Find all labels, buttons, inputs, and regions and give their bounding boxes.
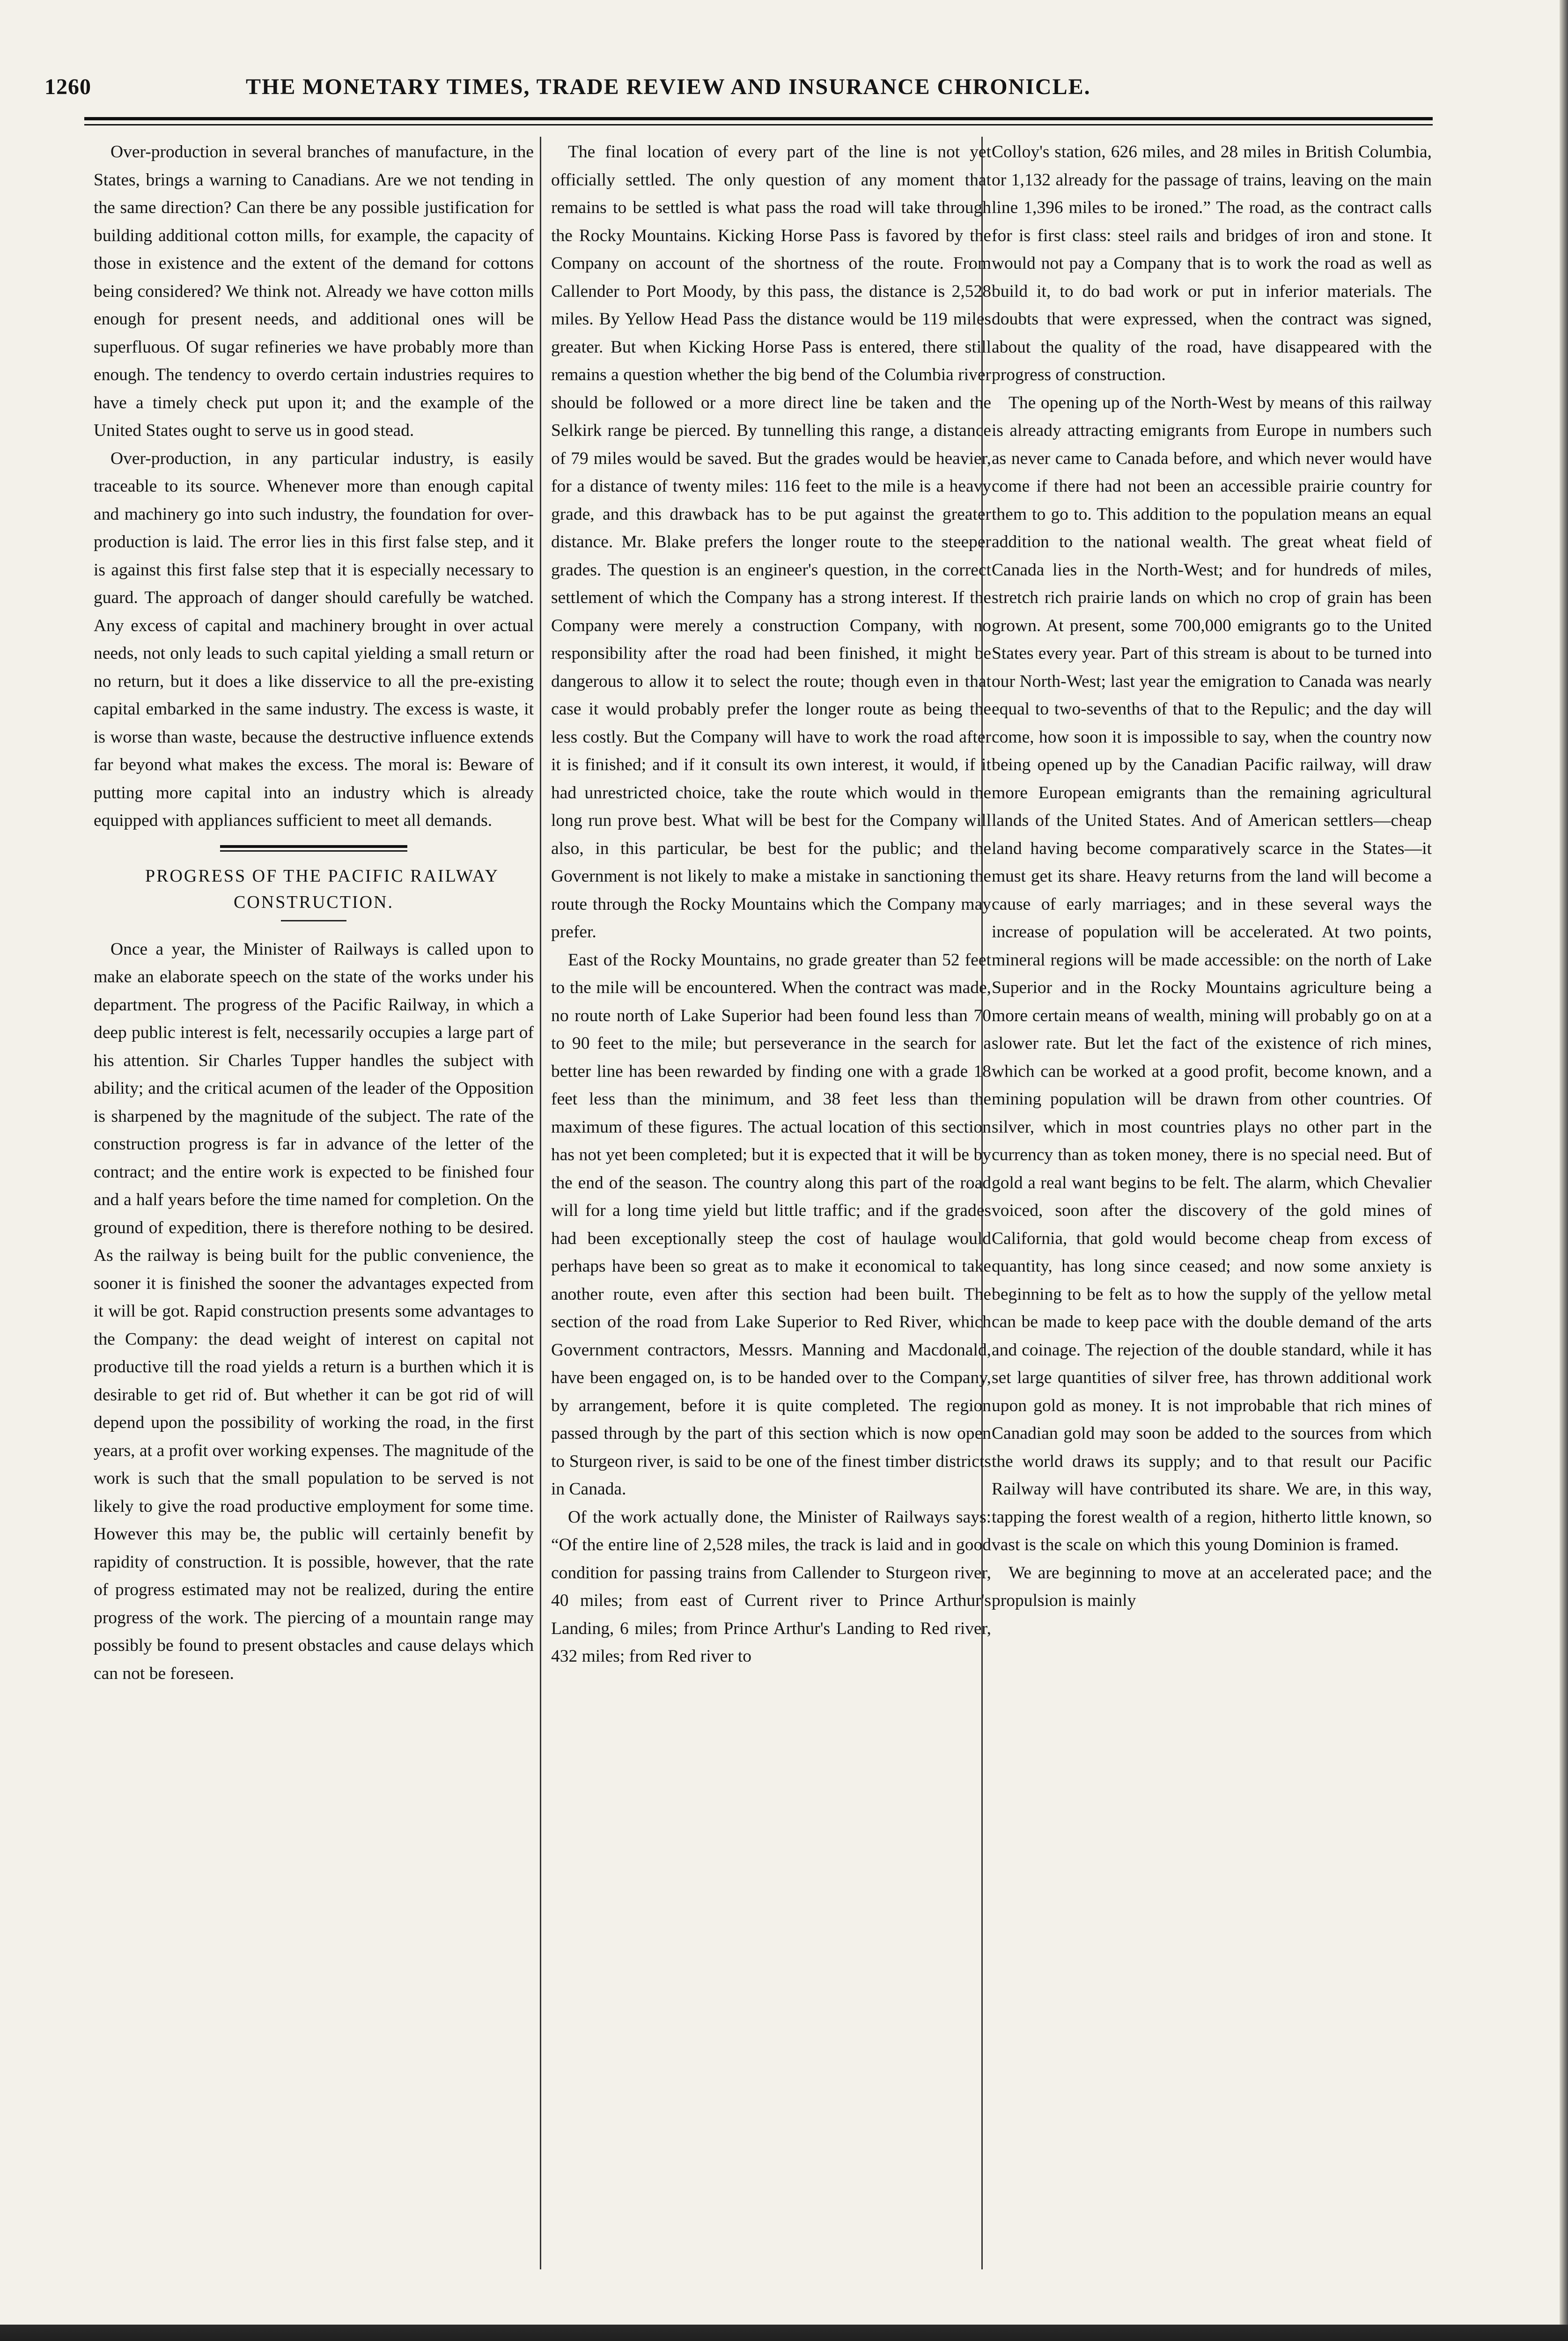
article-paragraph: Of the work actually done, the Minister of Railways says: “Of the entire line of 2,528 miles, the track is laid and in good condition for passing trains from Callender to Sturgeon river, 40 miles; from east of Current river to Prince Arthur's Landing, 6 miles; from Prince Arthur's Landing to Red river, 432 miles; from Red river to xyxy=(551,1507,991,1666)
column-3 xyxy=(992,138,1432,2292)
header-rule xyxy=(84,117,1433,125)
article-paragraph: Over-production in several branches of manufacture, in the States, brings a warning to Canadians. Are we not tending in the same direction? Can there be any possible justification for building additional cotton mills, for example, the capacity of those in existence and the extent of the demand for cottons being considered? We think not. Already we have cotton mills enough for present needs, and additional ones will be superfluous. Of sugar refineries we have probably more than enough. The tendency to overdo certain industries requires to have a timely check put upon it; and the example of the United States ought to serve us in good stead. xyxy=(94,142,534,440)
scan-bottom-band xyxy=(0,2325,1568,2341)
column-divider xyxy=(540,137,541,2269)
page-number: 1260 xyxy=(44,74,91,99)
article-paragraph: East of the Rocky Mountains, no grade greater than 52 feet to the mile will be encountered. When the contract was made, no route north of Lake Superior had been found less than 70 to 90 feet to the mile; but perseverance in the search for a better line has been rewarded by finding one with a grade 18 feet less than the minimum, and 38 feet less than the maximum of these figures. The actual location of this section has not yet been completed; but it is expected that it will be by the end of the season. The country along this part of the road will for a long time yield but little traffic; and if the grades had been exceptionally steep the cost of haulage would perhaps have been so great as to make it economical to take another route, even after this section had been built. The section of the road from Lake Superior to Red River, which Government contractors, Messrs. Manning and Macdonald, have been engaged on, is to be handed over to the Company, by arrangement, before it is quite completed. The region passed through by the part of this section which is now open to Sturgeon river, is said to be one of the finest timber districts in Canada. xyxy=(551,950,991,1499)
column-1 xyxy=(94,138,534,2292)
article-paragraph: The opening up of the North-West by means of this railway is already attracting emigrants from Europe in numbers such as never came to Canada before, and which never would have come if there had not been an accessible prairie country for them to go to. This addition to the population means an equal addition to the national wealth. The great wheat field of Canada lies in the North-West; and for hundreds of miles, stretch rich prairie lands on which no crop of grain has been grown. At present, some 700,000 emigrants go to the United States every year. Part of this stream is about to be turned into our North-West; last year the emigration to Canada was nearly equal to two-sevenths of that to the Repulic; and the day will come, how soon it is impossible to say, when the country now being opened up by the Canadian Pacific railway, will draw more European emigrants than the remaining agricultural lands of the United States. And of American settlers—cheap land having become comparatively scarce in the States—it must get its share. Heavy returns from the land will become a cause of early marriages; and in these several ways the increase of population will be accelerated. At two points, mineral regions will be made accessible: on the north of Lake Superior and in the Rocky Mountains agriculture being a more certain means of wealth, mining will probably go on at a slower rate. But let the fact of the existence of rich mines, which can be worked at a good profit, become known, and a mining population will be drawn from other countries. Of silver, which in most countries plays no other part in the currency than as token money, there is no special need. But of gold a real want begins to be felt. The alarm, which Chevalier voiced, soon after the discovery of the gold mines of California, that gold would become cheap from excess of quantity, has long since ceased; and now some anxiety is beginning to be felt as to how the supply of the yellow metal can be made to keep pace with the double demand of the arts and coinage. The rejection of the double standard, while it has set large quantities of silver free, has thrown additional work upon gold as money. It is not improbable that rich mines of Canadian gold may soon be added to the sources from which the world draws its supply; and to that result our Pacific Railway will have contributed its share. We are, in this way, tapping the forest wealth of a region, hitherto little known, so vast is the scale on which this young Dominion is framed. xyxy=(992,393,1432,1554)
article-paragraph: Colloy's station, 626 miles, and 28 miles in British Columbia, or 1,132 already for the passage of trains, leaving on the main line 1,396 miles to be ironed.” The road, as the contract calls for is first class: steel rails and bridges of iron and stone. It would not pay a Company that is to work the road as well as build it, to do bad work or put in inferior materials. The doubts that were expressed, when the contract was signed, about the quality of the road, have disappeared with the progress of construction. xyxy=(992,142,1432,384)
section-title: PROGRESS OF THE PACIFIC RAILWAY CONSTRUCTION. xyxy=(145,866,500,912)
section-divider xyxy=(220,845,407,852)
article-paragraph: Over-production, in any particular industry, is easily traceable to its source. Whenever more than enough capital and machinery go into such industry, the foundation for over-production is laid. The error lies in this first false step, and it is against this first false step that it is especially necessary to guard. The approach of danger should carefully be watched. Any excess of capital and machinery brought in over actual needs, not only leads to such capital yielding a small return or no return, but it does a like disservice to all the pre-existing capital embarked in the same industry. The excess is waste, it is worse than waste, because the destructive influence extends far beyond what makes the excess. The moral is: Beware of putting more capital into an industry which is already equipped with appliances sufficient to meet all demands. xyxy=(94,449,534,830)
column-2 xyxy=(551,138,991,2292)
article-paragraph: Once a year, the Minister of Railways is called upon to make an elaborate speech on the state of the works under his department. The progress of the Pacific Railway, in which a deep public interest is felt, necessarily occupies a large part of his attention. Sir Charles Tupper handles the subject with ability; and the critical acumen of the leader of the Opposition is sharpened by the magnitude of the subject. The rate of the construction progress is far in advance of the letter of the contract; and the entire work is expected to be finished four and a half years before the time named for completion. On the ground of expedition, there is therefore nothing to be desired. As the railway is being built for the public convenience, the sooner it is finished the sooner the advantages expected from it will be got. Rapid construction presents some advantages to the Company: the dead weight of interest on capital not productive till the road yields a return is a burthen which it is desirable to get rid of. But whether it can be got rid of will depend upon the possibility of working the road, in the first years, at a profit over working expenses. The magnitude of the work is such that the small population to be served is not likely to give the road productive employment for some time. However this may be, the public will certainly benefit by rapidity of construction. It is possible, however, that the rate of progress estimated may not be realized, during the entire progress of the work. The piercing of a mountain range may possibly be found to present obstacles and cause delays which can not be foreseen. xyxy=(94,939,534,1683)
masthead xyxy=(44,74,1444,107)
page-edge xyxy=(1560,0,1568,2341)
title-underline xyxy=(281,920,346,921)
running-head: THE MONETARY TIMES, TRADE REVIEW AND INSURANCE CHRONICLE. xyxy=(246,74,1091,99)
article-paragraph: We are beginning to move at an accelerated pace; and the propulsion is mainly xyxy=(992,1563,1432,1610)
article-paragraph: The final location of every part of the line is not yet officially settled. The only question of any moment that remains to be settled is what pass the road will take through the Rocky Mountains. Kicking Horse Pass is favored by the Company on account of the shortness of the route. From Callender to Port Moody, by this pass, the distance is 2,528 miles. By Yellow Head Pass the distance would be 119 miles greater. But when Kicking Horse Pass is entered, there still remains a question whether the big bend of the Columbia river should be followed or a more direct line be taken and the Selkirk range be pierced. By tunnelling this range, a distance of 79 miles would be saved. But the grades would be heavier, for a distance of twenty miles: 116 feet to the mile is a heavy grade, and this drawback has to be put against the greater distance. Mr. Blake prefers the longer route to the steeper grades. The question is an engineer's question, in the correct settlement of which the Company has a strong interest. If the Company were merely a construction Company, with no responsibility after the road had been finished, it might be dangerous to allow it to select the route; though even in that case it would probably prefer the longer route as being the less costly. But the Company will have to work the road after it is finished; and if it consult its own interest, it would, if it had unrestricted choice, take the route which would in the long run prove best. What will be best for the Company will also, in this particular, be best for the public; and the Government is not likely to make a mistake in sanctioning the route through the Rocky Mountains which the Company may prefer. xyxy=(551,142,991,942)
